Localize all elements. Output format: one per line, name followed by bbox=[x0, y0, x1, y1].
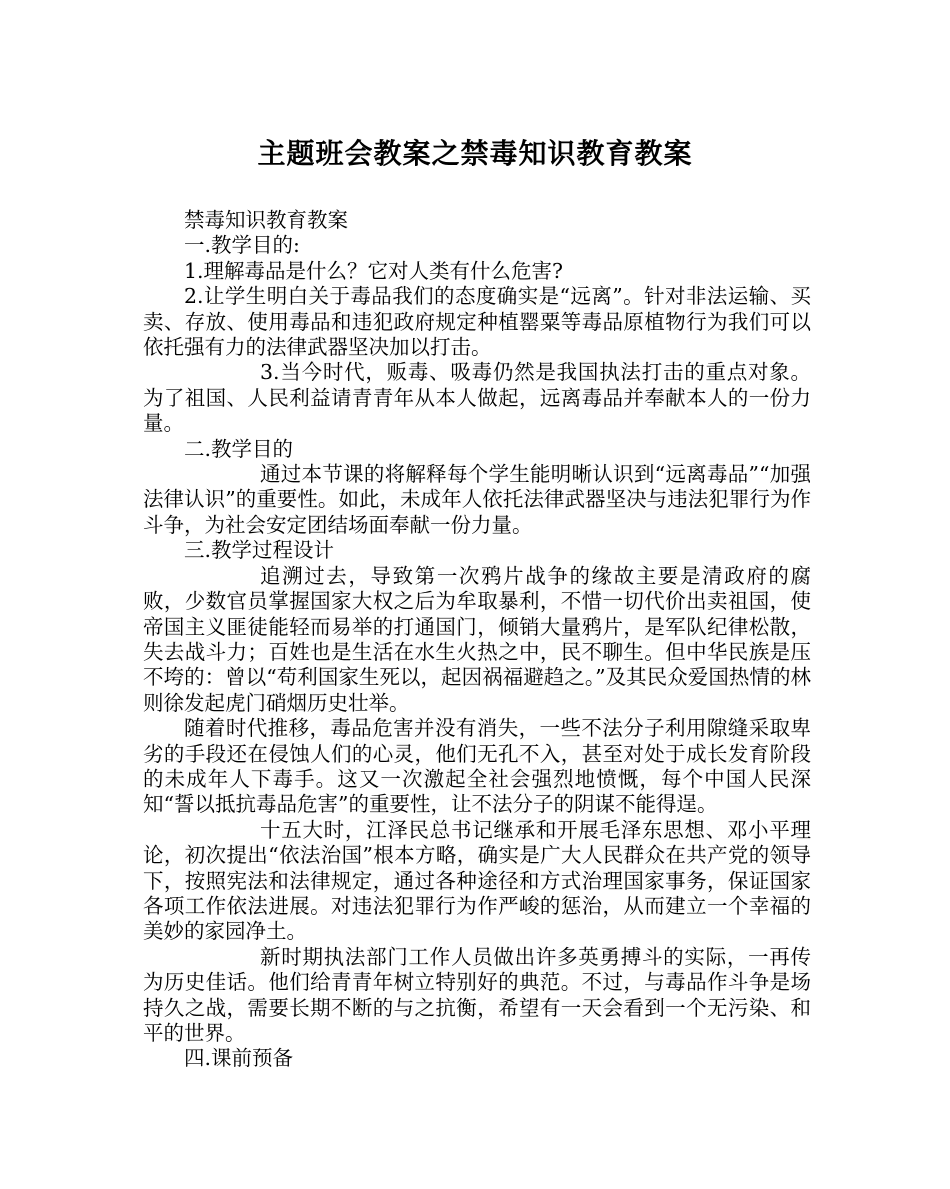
paragraph-modern: 随着时代推移，毒品危害并没有消失，一些不法分子利用隙缝采取卑劣的手段还在侵蚀人们的心灵，他们无孔不入，甚至对处于成长发育阶段的未成年人下毒手。这又一次激起全社会强烈地愤慨，每个中国人民深知“誓以抵抗毒品危害”的重要性，让不法分子的阴谋不能得逞。 bbox=[143, 716, 811, 817]
section-heading-2: 二.教学目的 bbox=[184, 436, 294, 461]
paragraph-enforcement: 新时期执法部门工作人员做出许多英勇搏斗的实际，一再传为历史佳话。他们给青青年树立特别好的典范。不过，与毒品作斗争是场持久之战，需要长期不断的与之抗衡，希望有一天会看到一个无污染、和平的世界。 bbox=[143, 944, 811, 1045]
objective-item-1: 1.理解毒品是什么？它对人类有什么危害? bbox=[184, 258, 564, 283]
document-body bbox=[143, 208, 811, 1072]
objective-item-3: 3.当今时代，贩毒、吸毒仍然是我国执法打击的重点对象。为了祖国、人民利益请青青年从本人做起，远离毒品并奉献本人的一份力量。 bbox=[143, 360, 811, 436]
paragraph-history: 追溯过去，导致第一次鸦片战争的缘故主要是清政府的腐败，少数官员掌握国家大权之后为牟取暴利，不惜一切代价出卖祖国，使帝国主义匪徒能轻而易举的打通国门，倾销大量鸦片，是军队纪律松散，失去战斗力；百姓也是生活在水生火热之中，民不聊生。但中华民族是压不垮的：曾以“苟利国家生死以，起因祸福避趋之。”及其民众爱国热情的林则徐发起虎门硝烟历史壮举。 bbox=[143, 563, 811, 715]
section-heading-3: 三.教学过程设计 bbox=[184, 538, 335, 563]
paragraph-subtitle: 禁毒知识教育教案 bbox=[184, 208, 348, 232]
paragraph-purpose: 通过本节课的将解释每个学生能明晰认识到“远离毒品”“加强法律认识”的重要性。如此，未成年人依托法律武器坚决与违法犯罪行为作斗争，为社会安定团结场面奉献一份力量。 bbox=[143, 462, 811, 537]
paragraph-rule-of-law: 十五大时，江泽民总书记继承和开展毛泽东思想、邓小平理论，初次提出“依法治国”根本方略，确实是广大人民群众在共产党的领导下，按照宪法和法律规定，通过各种途径和方式治理国家事务，保证国家各项工作依法进展。对违法犯罪行为作严峻的惩治，从而建立一个幸福的美妙的家园净土。 bbox=[143, 817, 811, 944]
objective-item-2: 2.让学生明白关于毒品我们的态度确实是“远离”。针对非法运输、买卖、存放、使用毒品和违犯政府规定种植罂粟等毒品原植物行为我们可以依托强有力的法律武器坚决加以打击。 bbox=[143, 284, 811, 360]
document-title: 主题班会教案之禁毒知识教育教案 bbox=[257, 137, 693, 170]
section-heading-1: 一.教学目的: bbox=[184, 233, 300, 258]
section-heading-4: 四.课前预备 bbox=[184, 1046, 294, 1071]
